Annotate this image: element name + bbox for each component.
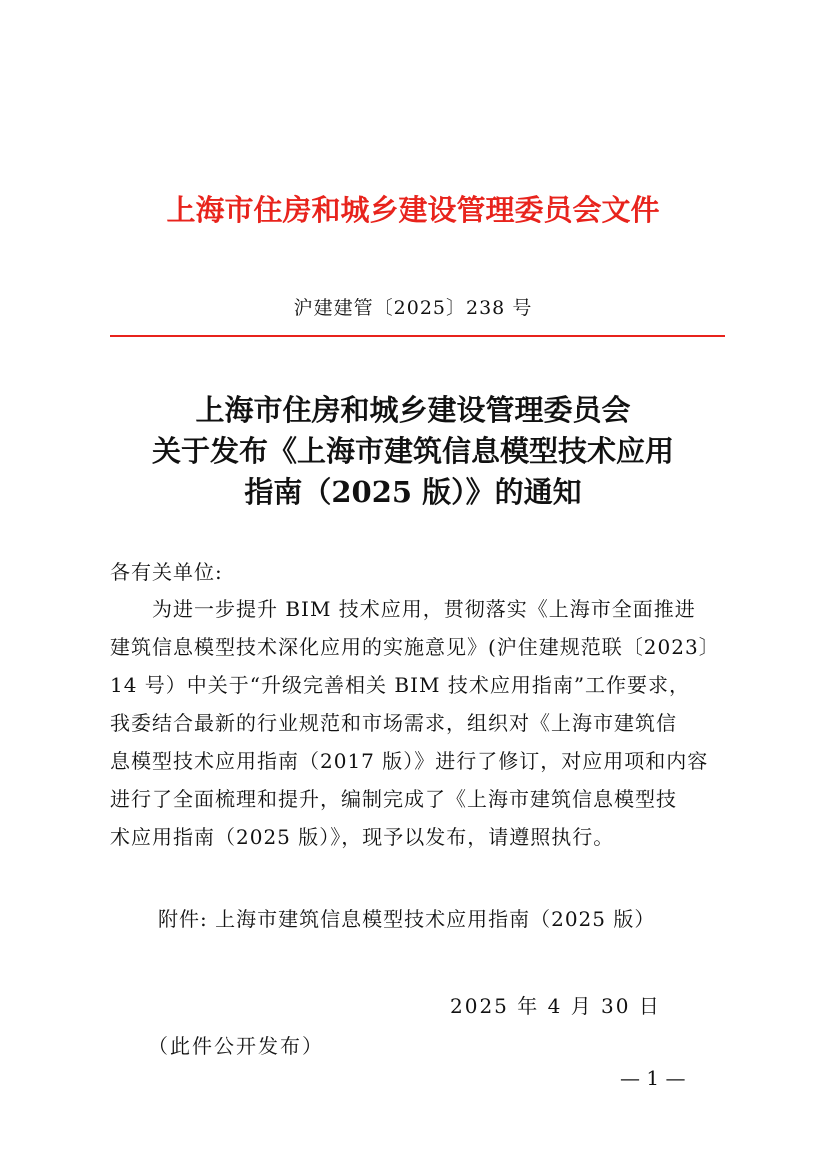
body-paragraph xyxy=(110,590,718,856)
publication-note: （此件公开发布） xyxy=(148,1034,324,1058)
paragraph-line: 进行了全面梳理和提升，编制完成了《上海市建筑信息模型技 xyxy=(110,787,677,811)
paragraph-line: 14 号）中关于“升级完善相关 BIM 技术应用指南”工作要求， xyxy=(110,673,691,697)
title-line-1: 上海市住房和城乡建设管理委员会 xyxy=(195,393,631,427)
paragraph-line: 为进一步提升 BIM 技术应用，贯彻落实《上海市全面推进 xyxy=(152,597,696,621)
attachment-line: 附件: 上海市建筑信息模型技术应用指南（2025 版） xyxy=(158,907,656,931)
page-number: — 1 — xyxy=(620,1066,686,1090)
salutation: 各有关单位: xyxy=(110,560,223,584)
paragraph-line: 建筑信息模型技术深化应用的实施意见》(沪住建规范联〔2023〕 xyxy=(110,635,720,659)
paragraph-line: 术应用指南（2025 版）》，现予以发布，请遵照执行。 xyxy=(110,825,615,849)
notice-title xyxy=(0,390,826,513)
title-line-3: 指南（2025 版）》的通知 xyxy=(244,475,582,509)
document-number: 沪建建管〔2025〕238 号 xyxy=(293,297,533,319)
title-line-2: 关于发布《上海市建筑信息模型技术应用 xyxy=(151,434,674,468)
paragraph-line: 我委结合最新的行业规范和市场需求，组织对《上海市建筑信 xyxy=(110,711,677,735)
issue-date: 2025 年 4 月 30 日 xyxy=(450,994,661,1018)
red-divider-line xyxy=(110,335,725,337)
issuer-heading: 上海市住房和城乡建设管理委员会文件 xyxy=(166,193,660,227)
paragraph-line: 息模型技术应用指南（2017 版）》进行了修订，对应用项和内容 xyxy=(110,749,709,773)
